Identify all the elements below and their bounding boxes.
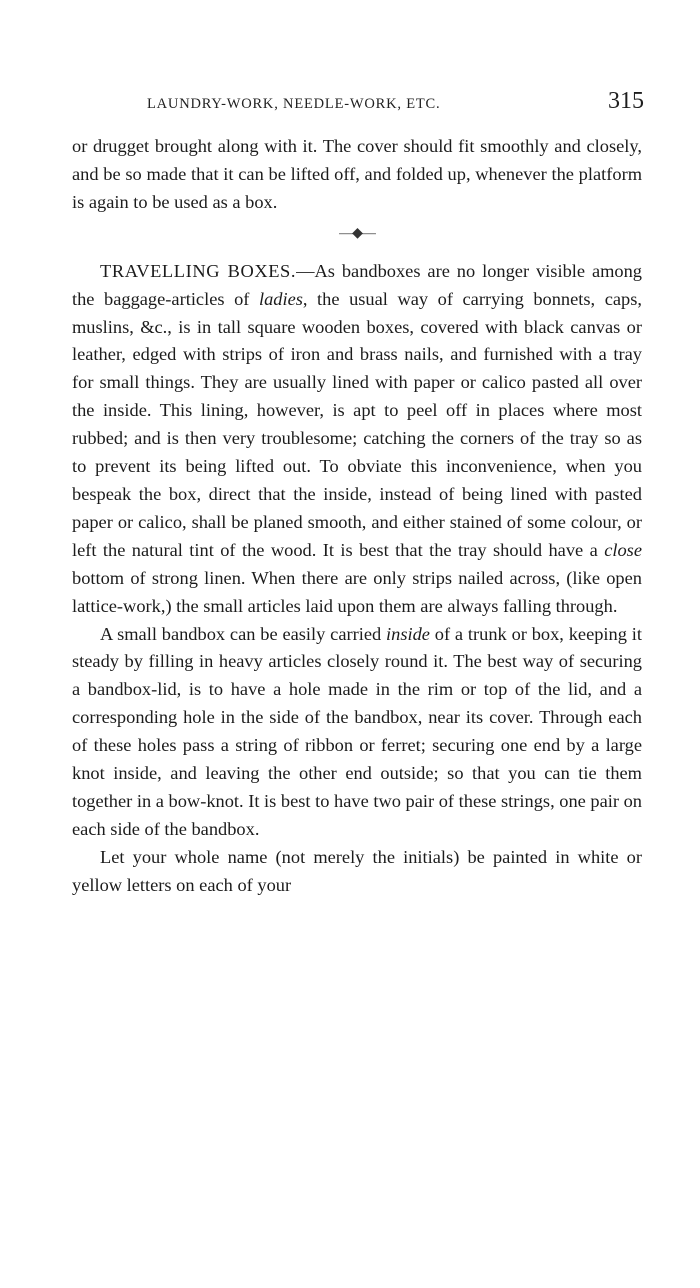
section-heading: TRAVELLING BOXES.: [100, 260, 297, 281]
paragraph-text: , the usual way of carrying bonnets, caps, muslins, &c., is in tall square wooden boxes, covered with black canvas or leather, edged with strips of iron and brass nails, and furnished with a tray for small things. They are usually lined with paper or calico pasted all over the inside. This lining, however, is apt to peel off in places where most rubbed; and is then very troublesome; catching the corners of the tray so as to prevent its being lifted out. To obviate this inconvenience, when you bespeak the box, direct that the inside, instead of being lined with pasted paper or calico, shall be planed smooth, and either stained of some colour, or left the natural tint of the wood. It is best that the tray should have a: [72, 288, 642, 560]
page-number: 315: [608, 88, 644, 114]
italic-word: inside: [386, 623, 430, 644]
paragraph-bandbox: [72, 621, 642, 844]
paragraph-text: A small bandbox can be easily carried: [100, 623, 387, 644]
paragraph-name-painted: Let your whole name (not merely the initials) be painted in white or yellow letters on each of your: [72, 846, 642, 895]
paragraph-text: bottom of strong linen. When there are only strips nailed across, (like open lattice-work,) the small articles laid upon them are always falling through.: [72, 567, 642, 616]
italic-word: ladies: [258, 288, 303, 309]
running-head: LAUNDRY-WORK, NEEDLE-WORK, ETC.: [147, 96, 441, 112]
page-header: [72, 88, 644, 122]
body-text: [72, 133, 642, 900]
section-divider-ornament: —◆—: [339, 225, 375, 241]
paragraph-text: —As bandboxes are no longer visible among the baggage-articles of: [72, 260, 643, 309]
paragraph-travelling-boxes: [72, 258, 642, 621]
paragraph-text: of a trunk or box, keeping it steady by filling in heavy articles closely round it. The best way of securing a bandbox-lid, is to have a hole made in the rim or top of the lid, and a corresponding hole in the side of the bandbox, near its cover. Through each of these holes pass a string of ribbon or ferret; securing one end by a large knot inside, and leaving the other end outside; so that you can tie them together in a bow-knot. It is best to have two pair of these strings, one pair on each side of the bandbox.: [72, 623, 642, 839]
paragraph-continuation: or drugget brought along with it. The cover should fit smoothly and closely, and be so made that it can be lifted off, and folded up, whenever the platform is again to be used as a box.: [72, 136, 642, 212]
italic-word: close: [604, 539, 642, 560]
